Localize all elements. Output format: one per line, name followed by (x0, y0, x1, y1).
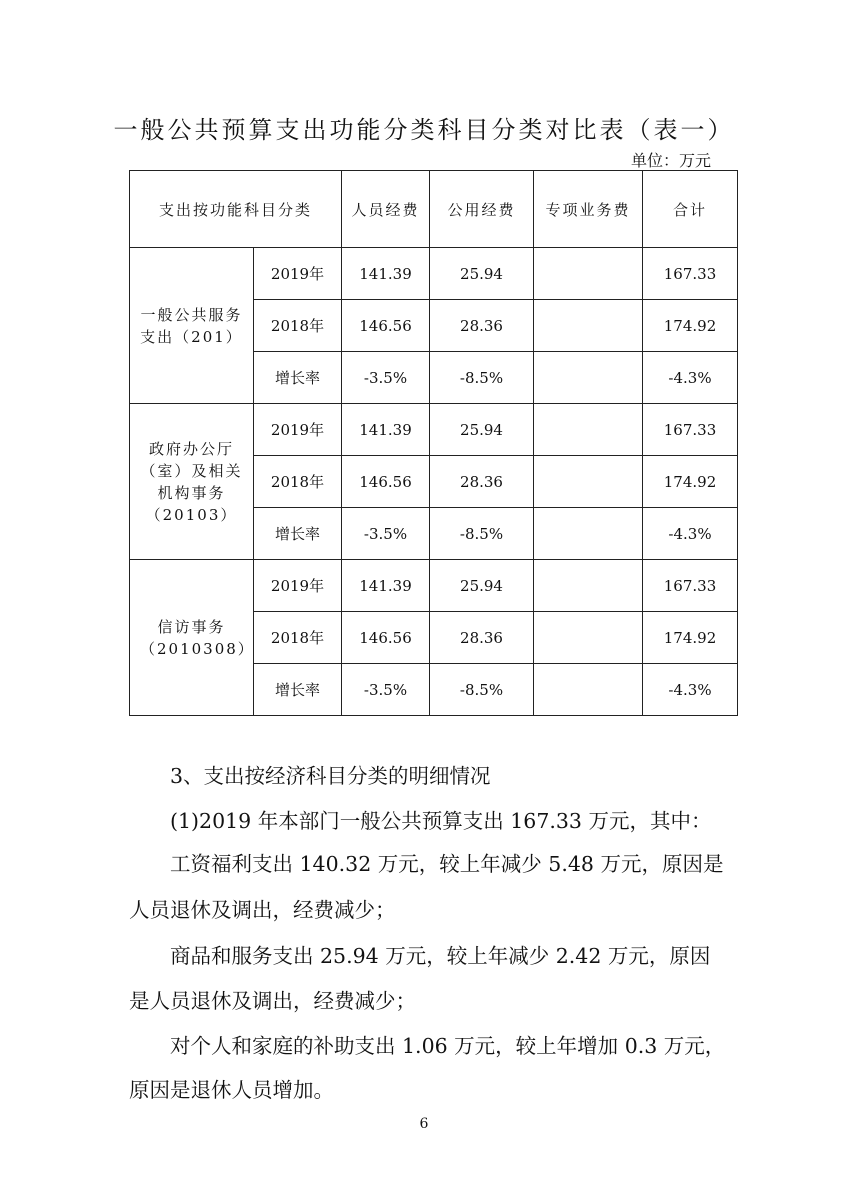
personnel-cell: 141.39 (342, 560, 430, 612)
year-cell: 2018年 (254, 456, 342, 508)
total-cell: 174.92 (643, 612, 738, 664)
year-cell: 2018年 (254, 300, 342, 352)
special-cell (534, 248, 643, 300)
personnel-cell: 146.56 (342, 456, 430, 508)
public-cell: 25.94 (430, 404, 534, 456)
total-cell: 167.33 (643, 560, 738, 612)
category-label: 一般公共服务支出（201） (140, 305, 243, 346)
table-row (130, 560, 738, 612)
unit-label: 单位：万元 (631, 151, 712, 170)
special-cell (534, 664, 643, 716)
section-heading: 3、支出按经济科目分类的明细情况 (170, 764, 491, 788)
table-row (130, 248, 738, 300)
paragraph-2-line-1: 工资福利支出 140.32 万元，较上年减少 5.48 万元，原因是 (170, 852, 724, 876)
paragraph-1: (1)2019 年本部门一般公共预算支出 167.33 万元，其中： (170, 809, 712, 833)
category-cell (130, 404, 254, 560)
paragraph-3-line-2: 是人员退休及调出，经费减少； (129, 989, 416, 1013)
header-public: 公用经费 (430, 171, 534, 248)
public-cell: 28.36 (430, 612, 534, 664)
public-cell: 28.36 (430, 300, 534, 352)
year-cell: 2019年 (254, 560, 342, 612)
category-cell (130, 560, 254, 716)
table-title: 一般公共预算支出功能分类科目分类对比表（表一） (113, 116, 735, 144)
total-cell: 174.92 (643, 300, 738, 352)
table-row (130, 404, 738, 456)
personnel-cell: 146.56 (342, 612, 430, 664)
public-cell: 28.36 (430, 456, 534, 508)
special-cell (534, 560, 643, 612)
year-cell: 2019年 (254, 248, 342, 300)
year-cell: 增长率 (254, 664, 342, 716)
special-cell (534, 300, 643, 352)
total-cell: -4.3% (643, 664, 738, 716)
year-cell: 增长率 (254, 508, 342, 560)
category-cell (130, 248, 254, 404)
personnel-cell: -3.5% (342, 352, 430, 404)
public-cell: -8.5% (430, 508, 534, 560)
public-cell: 25.94 (430, 248, 534, 300)
special-cell (534, 352, 643, 404)
total-cell: 167.33 (643, 248, 738, 300)
category-label: 政府办公厅（室）及相关机构事务（20103） (140, 439, 243, 524)
total-cell: 167.33 (643, 404, 738, 456)
public-cell: -8.5% (430, 664, 534, 716)
total-cell: -4.3% (643, 508, 738, 560)
personnel-cell: 141.39 (342, 404, 430, 456)
category-label: 信访事务（2010308） (140, 617, 255, 658)
total-cell: -4.3% (643, 352, 738, 404)
paragraph-4-line-1: 对个人和家庭的补助支出 1.06 万元，较上年增加 0.3 万元， (170, 1034, 726, 1058)
personnel-cell: -3.5% (342, 664, 430, 716)
header-category: 支出按功能科目分类 (130, 171, 342, 248)
year-cell: 2018年 (254, 612, 342, 664)
paragraph-4-line-2: 原因是退休人员增加。 (129, 1078, 334, 1102)
special-cell (534, 456, 643, 508)
header-personnel: 人员经费 (342, 171, 430, 248)
personnel-cell: -3.5% (342, 508, 430, 560)
table-header-row (130, 171, 738, 248)
public-cell: 25.94 (430, 560, 534, 612)
header-total: 合计 (643, 171, 738, 248)
personnel-cell: 141.39 (342, 248, 430, 300)
year-cell: 2019年 (254, 404, 342, 456)
special-cell (534, 612, 643, 664)
total-cell: 174.92 (643, 456, 738, 508)
special-cell (534, 404, 643, 456)
paragraph-2-line-2: 人员退休及调出，经费减少； (129, 898, 396, 922)
budget-comparison-table (129, 170, 738, 716)
header-special: 专项业务费 (534, 171, 643, 248)
year-cell: 增长率 (254, 352, 342, 404)
paragraph-3-line-1: 商品和服务支出 25.94 万元，较上年减少 2.42 万元，原因 (170, 944, 711, 968)
personnel-cell: 146.56 (342, 300, 430, 352)
special-cell (534, 508, 643, 560)
public-cell: -8.5% (430, 352, 534, 404)
page-number: 6 (419, 1116, 429, 1132)
